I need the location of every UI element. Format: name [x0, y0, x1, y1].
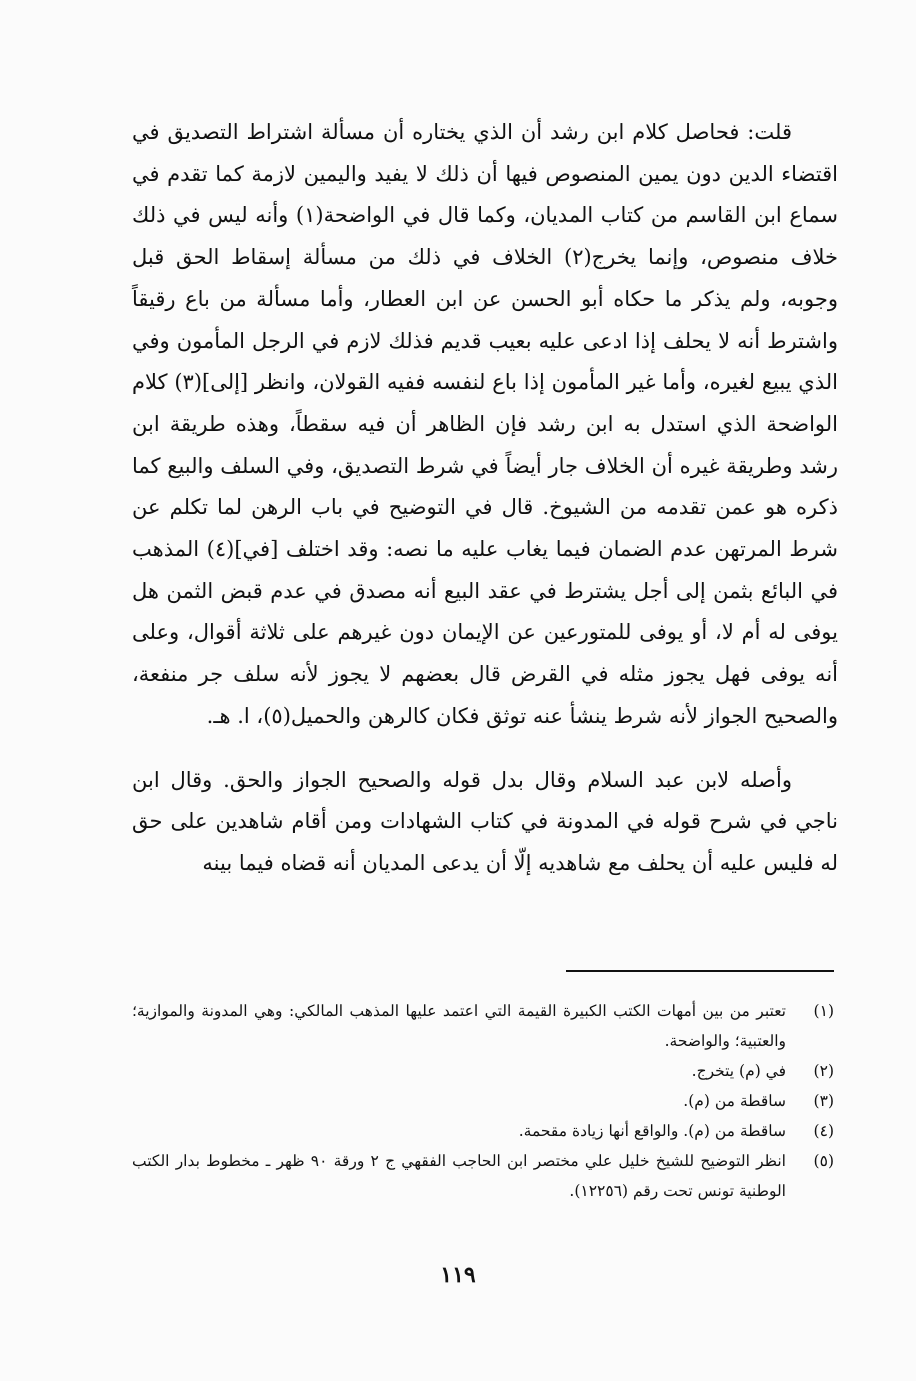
footnote-number: (٤): [813, 1122, 834, 1140]
footnote-separator: [566, 970, 834, 972]
footnote-5: [132, 1146, 838, 1206]
footnote-4: [132, 1116, 838, 1146]
footnote-text: ساقطة من (م).: [683, 1092, 786, 1110]
footnote-number: (٣): [813, 1092, 834, 1110]
paragraph-2: وأصله لابن عبد السلام وقال بدل قوله والصحيح الجواز والحق. وقال ابن ناجي في شرح قوله في المدونة في كتاب الشهادات ومن أقام شاهدين على حق له فليس عليه أن يحلف مع شاهديه إلّا أن يدعى المديان أنه قضاه فيما بينه: [132, 767, 838, 875]
footnote-3: [132, 1086, 838, 1116]
paragraph-1: قلت: فحاصل كلام ابن رشد أن الذي يختاره أن مسألة اشتراط التصديق في اقتضاء الدين دون يمين المنصوص فيها أن ذلك لا يفيد واليمين لازمة كما تقدم في سماع ابن القاسم من كتاب المديان، وكما قال في الواضحة(١) وأنه ليس في ذلك خلاف منصوص، وإنما يخرج(٢) الخلاف في ذلك من مسألة إسقاط الحق قبل وجوبه، ولم يذكر ما حكاه أبو الحسن عن ابن العطار، وأما مسألة من باع رقيقاً واشترط أنه لا يحلف إذا ادعى عليه بعيب قديم فذلك لازم في الرجل المأمون وفي الذي يبيع لغيره، وأما غير المأمون إذا باع لنفسه ففيه القولان، وانظر [إلى](٣) كلام الواضحة الذي استدل به ابن رشد فإن الظاهر أن فيه سقطاً، وهذه طريقة ابن رشد وطريقة غيره أن الخلاف جار أيضاً في شرط التصديق، وفي السلف والبيع كما ذكره هو عمن تقدمه من الشيوخ. قال في التوضيح في باب الرهن لما تكلم عن شرط المرتهن عدم الضمان فيما يغاب عليه ما نصه: وقد اختلف [في](٤) المذهب في البائع بثمن إلى أجل يشترط في عقد البيع أنه مصدق في عدم قبض الثمن هل يوفى له أم لا، أو يوفى للمتورعين عن الإيمان دون غيرهم على ثلاثة أقوال، وعلى أنه يوفى فهل يجوز مثله في القرض قال بعضهم لا يجوز لأنه سلف جر منفعة، والصحيح الجواز لأنه شرط ينشأ عنه توثق فكان كالرهن والحميل(٥)، ا. هـ.: [132, 120, 839, 728]
main-text: [132, 112, 838, 885]
footnote-text: انظر التوضيح للشيخ خليل علي مختصر ابن الحاجب الفقهي ج ٢ ورقة ٩٠ ظهر ـ مخطوط بدار الكتب الوطنية تونس تحت رقم (١٢٢٥٦).: [132, 1152, 786, 1200]
footnote-text: ساقطة من (م). والواقع أنها زيادة مقحمة.: [518, 1122, 786, 1140]
footnote-2: [132, 1056, 838, 1086]
footnote-number: (١): [813, 1002, 834, 1020]
footnote-number: (٢): [813, 1062, 834, 1080]
footnotes: [132, 996, 838, 1206]
footnote-1: [132, 996, 838, 1056]
page-number: ١١٩: [440, 1262, 476, 1288]
footnote-text: في (م) يتخرج.: [691, 1062, 786, 1080]
footnote-number: (٥): [813, 1152, 834, 1170]
footnote-text: تعتبر من بين أمهات الكتب الكبيرة القيمة التي اعتمد عليها المذهب المالكي: وهي المدونة والموازية؛ والعتبية؛ والواضحة.: [132, 1002, 786, 1050]
